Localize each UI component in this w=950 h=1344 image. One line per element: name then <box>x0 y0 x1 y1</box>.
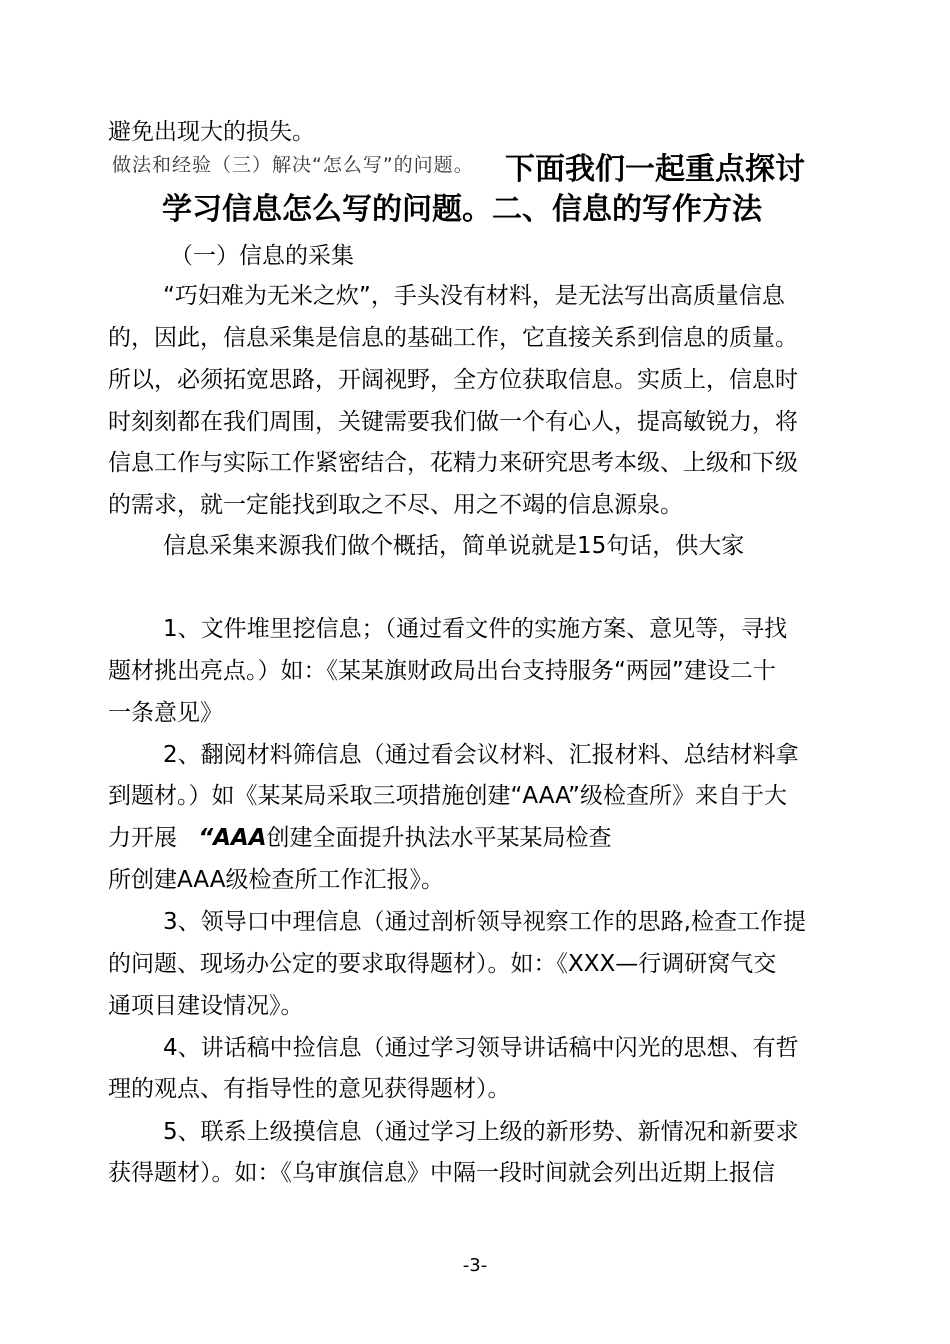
line-text: 力开展 <box>108 825 177 851</box>
list-item-line: 到题材。）如《某某局采取三项措施创建“AAA”级检查所》来自于大 <box>108 783 787 809</box>
list-item-line: 3、领导口中理信息（通过剖析领导视察工作的思路,检查工作提 <box>163 909 806 935</box>
list-item-line: 1、文件堆里挖信息；（通过看文件的实施方案、意见等，寻找 <box>163 616 788 642</box>
bold-italic-text: “AAA <box>198 825 267 851</box>
overlapping-text: 做法和经验（三）解决“怎么写”的问题。 <box>112 154 474 176</box>
list-item-line: 的问题、现场办公定的要求取得题材）。如：《XXX—行调研窝气交 <box>108 951 777 977</box>
list-item-line: 理的观点、有指导性的意见获得题材）。 <box>108 1076 511 1102</box>
list-item-line: 5、联系上级摸信息（通过学习上级的新形势、新情况和新要求 <box>163 1119 799 1145</box>
overlapping-heading-text: 下面我们一起重点探讨 <box>505 152 805 187</box>
list-item-line: 一条意见》 <box>108 700 223 726</box>
line-text: 创建全面提升执法水平某某局检查 <box>266 825 612 851</box>
list-item-line: 所创建AAA级检查所工作汇报》。 <box>108 867 444 893</box>
paragraph-line: 信息工作与实际工作紧密结合，花精力来研究思考本级、上级和下级 <box>108 450 798 476</box>
paragraph-line: 的需求，就一定能找到取之不尽、用之不竭的信息源泉。 <box>108 492 683 518</box>
list-item-line: 题材挑出亮点。）如：《某某旗财政局出台支持服务“两园”建设二十 <box>108 658 776 684</box>
section-heading: 学习信息怎么写的问题。二、信息的写作方法 <box>162 192 762 227</box>
paragraph-line: 时刻刻都在我们周围，关键需要我们做一个有心人，提高敏锐力，将 <box>108 409 798 435</box>
paragraph-line: 避免出现大的损失。 <box>108 119 315 145</box>
paragraph-line: 的，因此，信息采集是信息的基础工作，它直接关系到信息的质量。 <box>108 325 798 351</box>
paragraph-line: “巧妇难为无米之炊”，手头没有材料，是无法写出高质量信息 <box>163 283 785 309</box>
page-number: -3- <box>462 1255 488 1276</box>
list-item-line: 通项目建设情况》。 <box>108 993 304 1019</box>
paragraph-line: 信息采集来源我们做个概括，简单说就是15句话，供大家 <box>163 533 745 559</box>
list-item-line <box>108 822 853 854</box>
list-item-line: 2、翻阅材料筛信息（通过看会议材料、汇报材料、总结材料拿 <box>163 742 799 768</box>
subsection-title: （一）信息的采集 <box>170 243 354 269</box>
paragraph-line: 所以，必须拓宽思路，开阔视野，全方位获取信息。实质上，信息时 <box>108 367 798 393</box>
list-item-line: 获得题材）。如：《乌审旗信息》中隔一段时间就会列出近期上报信 <box>108 1160 775 1186</box>
list-item-line: 4、讲话稿中捡信息（通过学习领导讲话稿中闪光的思想、有哲 <box>163 1035 799 1061</box>
